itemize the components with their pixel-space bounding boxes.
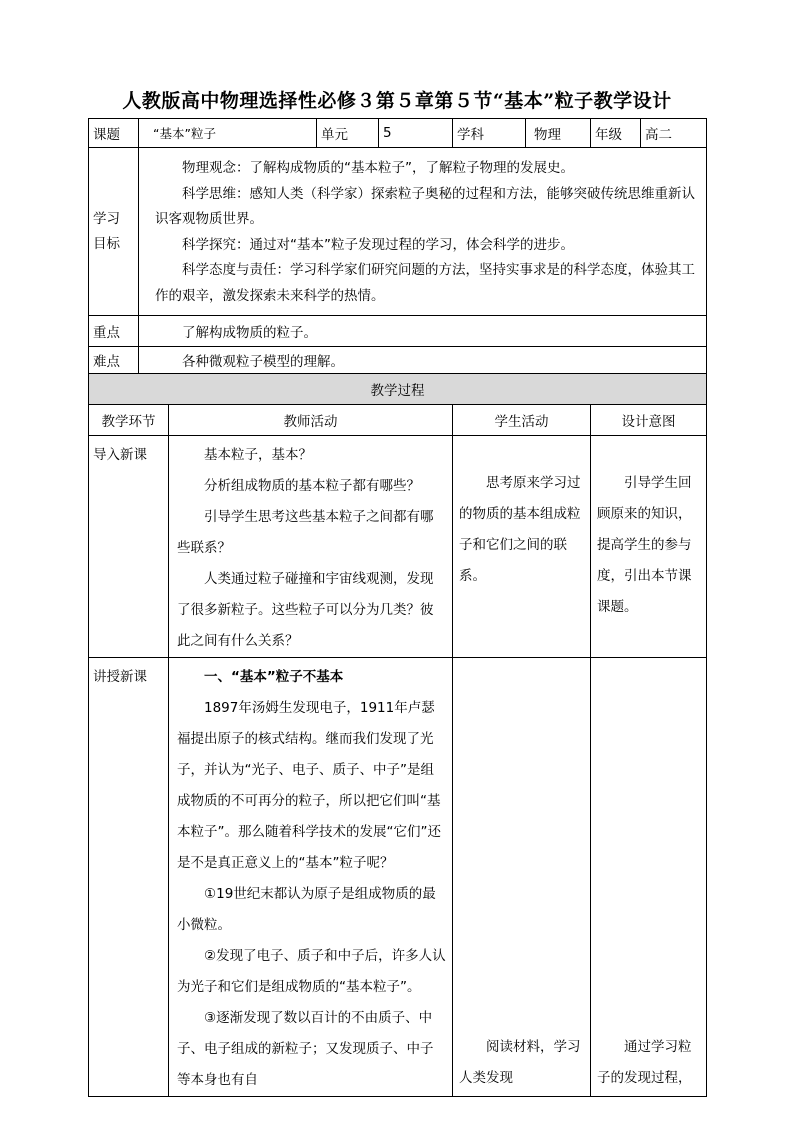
difficulty-label: 难点	[89, 347, 139, 374]
goal-item: 科学思维：感知人类（科学家）探索粒子奥秘的过程和方法，能够突破传统思维重新认识客观物质世界。	[155, 185, 695, 227]
discipline-value: 物理	[526, 119, 591, 148]
subject-label: 课题	[89, 119, 139, 148]
grade-label: 年级	[591, 119, 641, 148]
process-row-lecture	[89, 658, 707, 1097]
stage-cell: 讲授新课	[89, 658, 169, 1097]
teacher-paragraph: ②发现了电子、质子和中子后，许多人认为光子和它们是组成物质的“基本粒子”。	[177, 948, 446, 995]
intent-text: 通过学习粒子的发现过程，	[597, 1039, 692, 1086]
stage-cell: 导入新课	[89, 436, 169, 658]
key-point-label: 重点	[89, 316, 139, 347]
student-text: 思考原来学习过的物质的基本组成粒子和它们之间的联系。	[459, 475, 581, 584]
process-row-intro	[89, 436, 707, 658]
teacher-paragraph: ③逐渐发现了数以百计的不由质子、中子、电子组成的新粒子；又发现质子、中子等本身也有自	[177, 1010, 434, 1088]
difficulty-row	[89, 347, 707, 374]
teacher-activity-cell	[169, 436, 453, 658]
goal-item: 物理观念：了解构成物质的“基本粒子”，了解粒子物理的发展史。	[182, 160, 574, 176]
goal-item: 科学探究：通过对“基本”粒子发现过程的学习，体会科学的进步。	[182, 236, 574, 253]
student-activity-cell	[453, 436, 591, 658]
teacher-paragraph: 引导学生思考这些基本粒子之间都有哪些联系？	[177, 509, 434, 556]
goals-row	[89, 148, 707, 316]
unit-label: 单元	[317, 119, 379, 148]
design-intent-cell	[591, 436, 707, 658]
process-band-row	[89, 374, 707, 405]
student-text: 阅读材料，学习人类发现	[459, 1039, 581, 1086]
key-point-value: 了解构成物质的粒子。	[182, 325, 317, 341]
col-teacher-header: 教师活动	[169, 405, 453, 436]
header-row	[89, 119, 707, 148]
lesson-plan-table	[88, 118, 707, 1097]
page-title: 人教版高中物理选择性必修３第５章第５节“基本”粒子教学设计	[122, 90, 672, 112]
key-point-text	[139, 316, 707, 347]
difficulty-value: 各种微观粒子模型的理解。	[182, 354, 344, 370]
col-student-header: 学生活动	[453, 405, 591, 436]
student-activity-cell	[453, 658, 591, 1097]
goal-item: 科学态度与责任：学习科学家们研究问题的方法，坚持实事求是的科学态度，体验其工作的艰辛，激发探索未来科学的热情。	[155, 262, 695, 304]
process-header-row	[89, 405, 707, 436]
unit-value: 5	[379, 119, 453, 148]
section-heading: 一、“基本”粒子不基本	[204, 669, 344, 685]
teacher-paragraph: 1897年汤姆生发现电子，1911年卢瑟福提出原子的核式结构。继而我们发现了光子，并认为“光子、电子、质子、中子”是组成物质的不可再分的粒子，所以把它们叫“基本粒子”。那么随着科学技术的发展“它们”还是不是真正意义上的“基本”粒子呢？	[177, 700, 441, 871]
process-band: 教学过程	[89, 374, 707, 405]
teacher-paragraph: ①19世纪末都认为原子是组成物质的最小微粒。	[177, 886, 436, 933]
grade-value: 高二	[641, 119, 707, 148]
lesson-plan-document	[88, 118, 706, 1088]
teacher-paragraph: 分析组成物质的基本粒子都有哪些？	[204, 478, 420, 494]
teacher-activity-cell	[169, 658, 453, 1097]
design-intent-cell	[591, 658, 707, 1097]
col-intent-header: 设计意图	[591, 405, 707, 436]
goals-label: 学习 目标	[89, 148, 139, 316]
goals-content	[139, 148, 707, 316]
discipline-label: 学科	[453, 119, 526, 148]
intent-text: 引导学生回顾原来的知识，提高学生的参与度，引出本节课课题。	[597, 475, 692, 615]
col-stage-header: 教学环节	[89, 405, 169, 436]
teacher-paragraph: 人类通过粒子碰撞和宇宙线观测，发现了很多新粒子。这些粒子可以分为几类？彼此之间有什么关系？	[177, 571, 434, 649]
key-point-row	[89, 316, 707, 347]
difficulty-text	[139, 347, 707, 374]
teacher-paragraph: 基本粒子，基本？	[204, 447, 312, 463]
subject-value: “基本”粒子	[139, 119, 317, 148]
